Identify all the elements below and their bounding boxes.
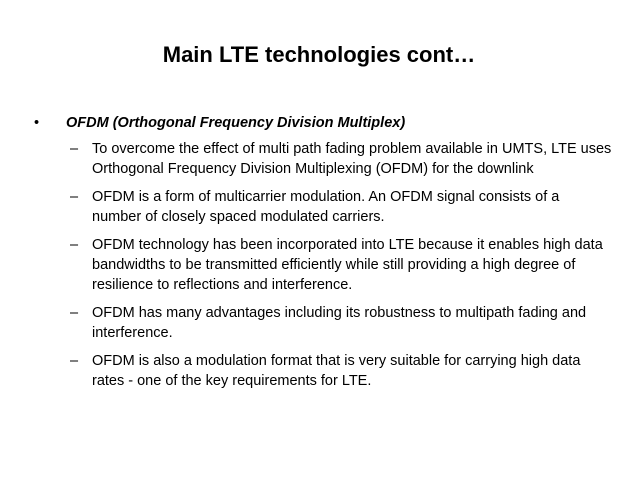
slide-title: Main LTE technologies cont… [162,42,476,67]
bullet-heading: OFDM (Orthogonal Frequency Division Multiplex) [66,115,406,131]
dash-mark: – [70,189,79,205]
sub-bullet-text: OFDM has many advantages including its robustness to multipath fading and interference. [92,305,587,341]
bullet-mark: • [34,115,40,131]
main-bullet [34,113,614,133]
sub-bullet-item [70,351,614,391]
slide-content [34,113,614,399]
sub-bullet-text: OFDM is a form of multicarrier modulation. An OFDM signal consists of a number of closely spaced modulated carriers. [92,189,560,225]
sub-bullet-text: OFDM is also a modulation format that is very suitable for carrying high data rates - one of the key requirements for LTE. [92,353,581,389]
sub-bullet-text: OFDM technology has been incorporated into LTE because it enables high data bandwidths to be transmitted efficiently while still providing a high degree of resilience to reflections and interference. [92,237,603,293]
dash-mark: – [70,353,79,369]
sub-bullet-item [70,139,614,179]
sub-bullet-item [70,303,614,343]
dash-mark: – [70,141,79,157]
sub-bullet-list [34,139,614,391]
dash-mark: – [70,305,79,321]
sub-bullet-text: To overcome the effect of multi path fading problem available in UMTS, LTE uses Orthogonal Frequency Division Multiplexing (OFDM) for the downlink [92,141,612,177]
dash-mark: – [70,237,79,253]
sub-bullet-item [70,235,614,295]
sub-bullet-item [70,187,614,227]
